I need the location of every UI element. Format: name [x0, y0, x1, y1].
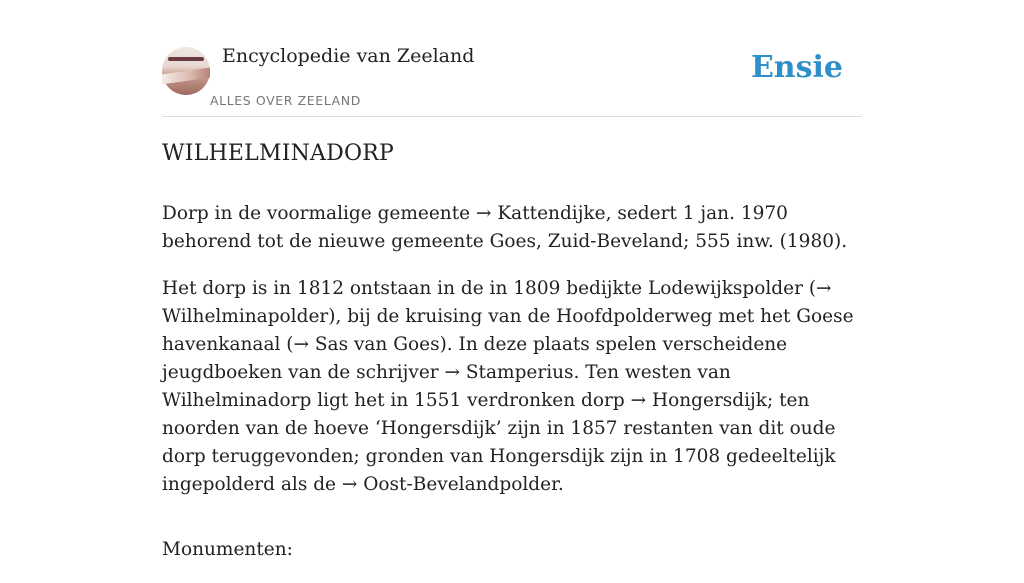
avatar-detail	[168, 57, 204, 61]
site-tagline: ALLES OVER ZEELAND	[210, 93, 361, 108]
site-avatar[interactable]	[162, 47, 210, 95]
brand-logo[interactable]: Ensie	[750, 50, 843, 85]
article	[162, 138, 862, 583]
avatar-detail	[162, 68, 210, 85]
article-paragraph: Monumenten:	[162, 539, 293, 560]
article-paragraph: Dorp in de voormalige gemeente → Kattendijke, sedert 1 jan. 1970 behorend tot de nieuwe gemeente Goes, Zuid-Beveland; 555 inw. (1980).	[162, 203, 848, 252]
article-title: WILHELMINADORP	[162, 141, 394, 166]
site-header	[162, 0, 862, 117]
article-paragraph: Het dorp is in 1812 ontstaan in de in 1809 bedijkte Lodewijkspolder (→ Wilhelminapolder), bij de kruising van de Hoofdpolderweg met het Goese havenkanaal (→ Sas van Goes). In deze plaats spelen verscheidene jeugdboeken van de schrijver → Stamperius. Ten westen van Wilhelminadorp ligt het in 1551 verdronken dorp → Hongersdijk; ten noorden van de hoeve ‘Hongersdijk’ zijn in 1857 restanten van dit oude dorp teruggevonden; gronden van Hongersdijk zijn in 1708 gedeeltelijk ingepolderd als de → Oost-Bevelandpolder.	[162, 278, 854, 495]
site-title[interactable]: Encyclopedie van Zeeland	[222, 45, 475, 67]
